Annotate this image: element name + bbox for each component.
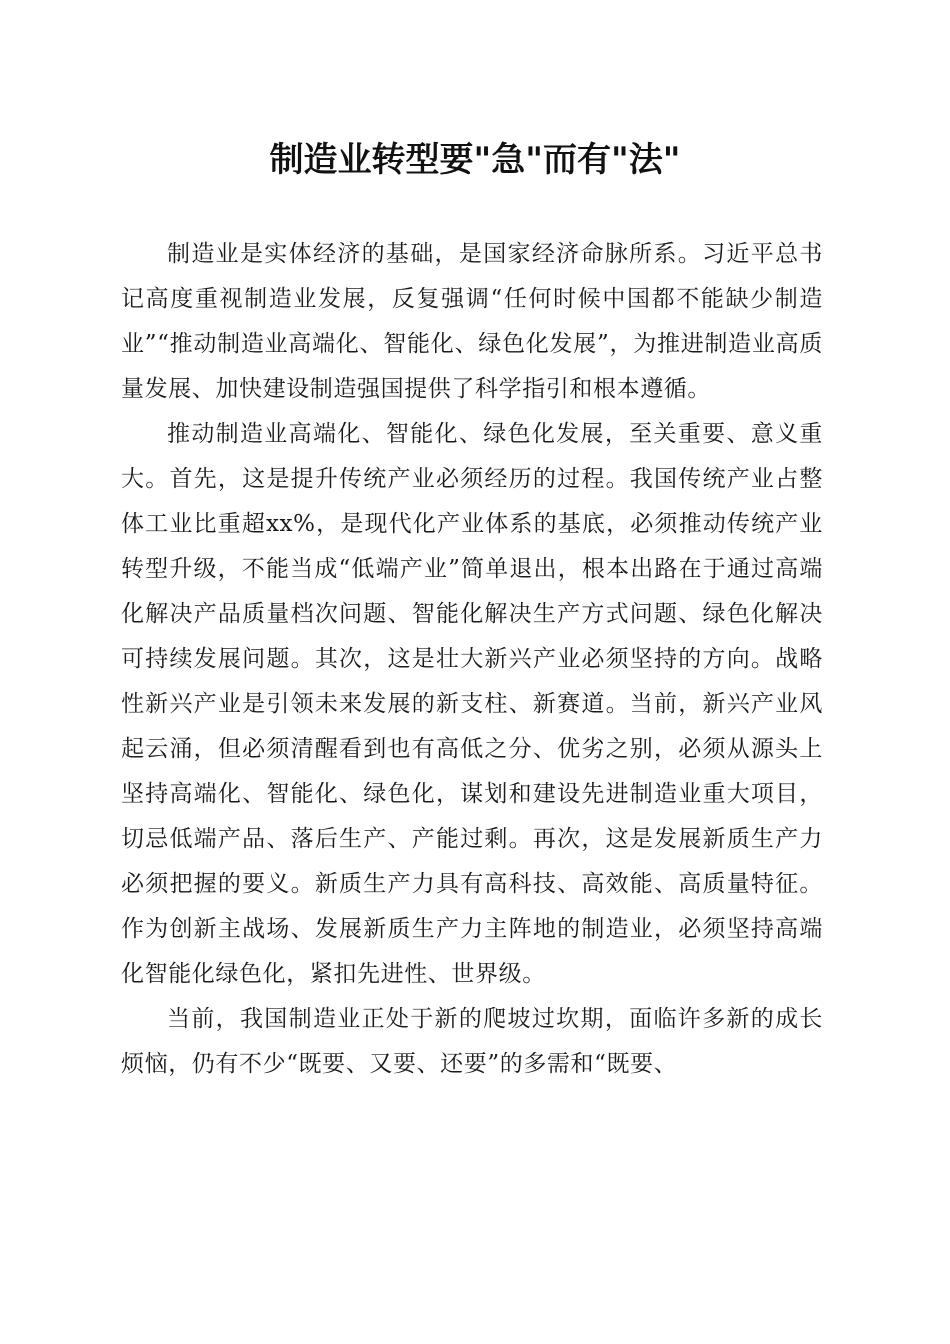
document-body	[121, 232, 823, 1087]
paragraph-2: 推动制造业高端化、智能化、绿色化发展，至关重要、意义重大。首先，这是提升传统产业必须经历的过程。我国传统产业占整体工业比重超xx%，是现代化产业体系的基底，必须推动传统产业转型升级，不能当成“低端产业”简单退出，根本出路在于通过高端化解决产品质量档次问题、智能化解决生产方式问题、绿色化解决可持续发展问题。其次，这是壮大新兴产业必须坚持的方向。战略性新兴产业是引领未来发展的新支柱、新赛道。当前，新兴产业风起云涌，但必须清醒看到也有高低之分、优劣之别，必须从源头上坚持高端化、智能化、绿色化，谋划和建设先进制造业重大项目，切忌低端产品、落后生产、产能过剩。再次，这是发展新质生产力必须把握的要义。新质生产力具有高科技、高效能、高质量特征。作为创新主战场、发展新质生产力主阵地的制造业，必须坚持高端化智能化绿色化，紧扣先进性、世界级。	[121, 421, 823, 987]
document-title: 制造业转型要"急"而有"法"	[269, 140, 681, 180]
paragraph-3: 当前，我国制造业正处于新的爬坡过坎期，面临许多新的成长烦恼，仍有不少“既要、又要、还要”的多需和“既要、	[121, 1006, 823, 1077]
paragraph-1: 制造业是实体经济的基础，是国家经济命脉所系。习近平总书记高度重视制造业发展，反复强调“任何时候中国都不能缺少制造业”“推动制造业高端化、智能化、绿色化发展”，为推进制造业高质量发展、加快建设制造强国提供了科学指引和根本遵循。	[121, 241, 823, 402]
